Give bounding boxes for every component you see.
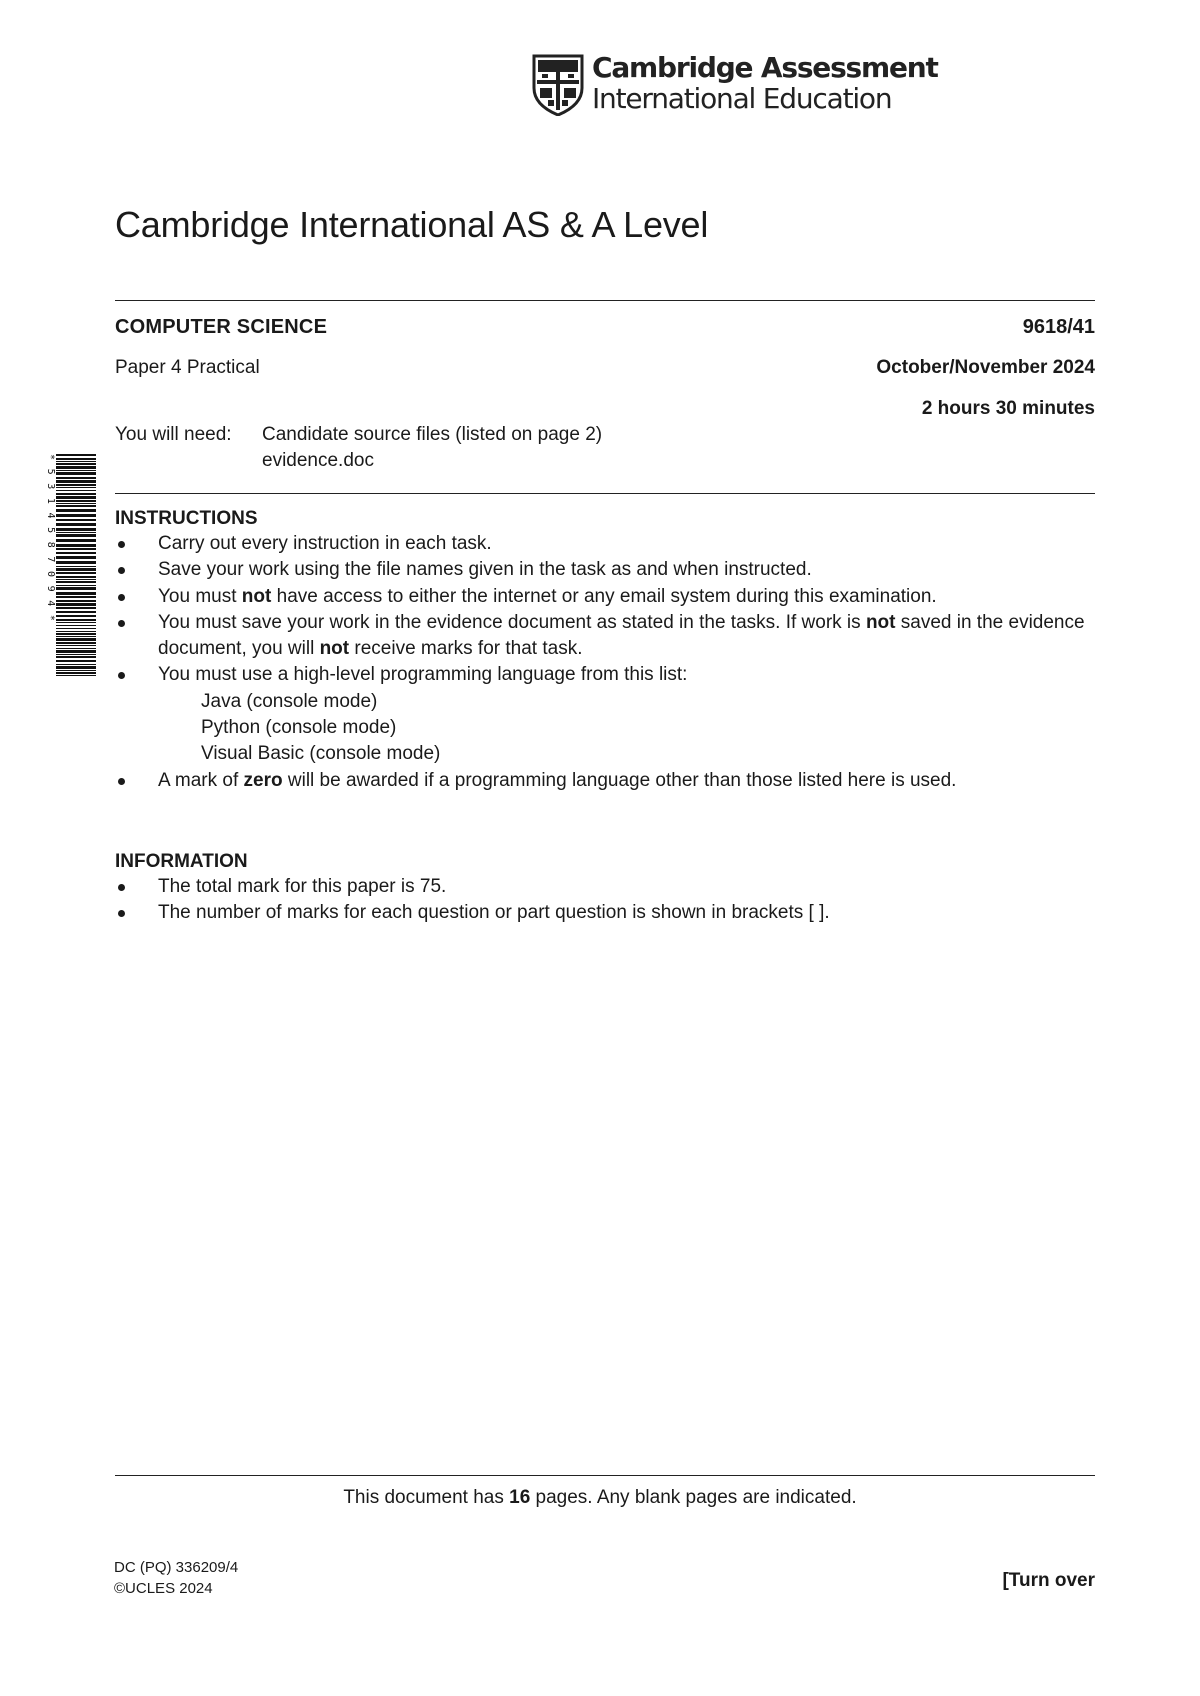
- barcode-bar: [56, 454, 96, 456]
- barcode-bar: [56, 670, 96, 671]
- barcode-bar: [56, 656, 96, 658]
- barcode-bar: [56, 603, 96, 606]
- list-item: Carry out every instruction in each task.: [158, 533, 492, 554]
- list-item: The total mark for this paper is 75.: [158, 876, 447, 897]
- barcode-bar: [56, 654, 96, 655]
- list-item: You must not have access to either the internet or any email system during this examination.: [158, 585, 937, 607]
- barcode-bar: [56, 514, 96, 517]
- barcode-bar: [56, 672, 96, 674]
- barcode-bar: [56, 503, 96, 504]
- barcode-bar: [56, 607, 96, 609]
- middle-divider: [115, 493, 1095, 494]
- turn-over-label: [Turn over: [1002, 1570, 1095, 1591]
- barcode-bar: [56, 470, 96, 471]
- barcode-bar: [56, 579, 96, 580]
- barcode-bar: [56, 572, 96, 574]
- barcode-bar: [56, 576, 96, 578]
- syllabus-code: 9618/41: [1022, 316, 1095, 338]
- barcode-bar: [56, 585, 96, 586]
- barcode-bar: [56, 596, 96, 598]
- barcode-bar: [56, 490, 96, 491]
- barcode-bar: [56, 552, 96, 554]
- bottom-divider: [115, 1475, 1095, 1476]
- barcode-bar: [56, 633, 96, 635]
- barcode-bar: [56, 622, 96, 623]
- list-item: Save your work using the file names given in the task as and when instructed.: [158, 559, 812, 581]
- information-list: [115, 874, 1095, 927]
- subject-name: COMPUTER SCIENCE: [115, 316, 328, 338]
- barcode-bar: [56, 619, 96, 621]
- barcode-bar: [56, 600, 96, 602]
- page-count-note: This document has 16 pages. Any blank pages are indicated.: [343, 1487, 857, 1508]
- barcode-bar: [56, 500, 96, 502]
- barcode-bar: [56, 487, 96, 488]
- logo-wordmark: [592, 52, 938, 114]
- barcode-bar: [56, 532, 96, 533]
- barcode-bar: [56, 611, 96, 613]
- barcode-bar: [56, 642, 96, 644]
- need-item-source-files: Candidate source files (listed on page 2): [262, 424, 603, 445]
- logo-line1: Cambridge Assessment: [592, 51, 938, 84]
- need-item-evidence-doc: evidence.doc: [262, 450, 374, 471]
- barcode-bar: [56, 519, 96, 521]
- barcode-bar: [56, 509, 96, 512]
- cambridge-shield-icon: [532, 54, 584, 116]
- barcode-bar: [56, 636, 96, 637]
- barcode-bar: [56, 638, 96, 641]
- information-heading: INFORMATION: [115, 851, 248, 872]
- barcode-bar: [56, 505, 96, 507]
- paper-name: Paper 4 Practical: [115, 357, 260, 378]
- barcode-bar: [56, 650, 96, 653]
- language-java: Java (console mode): [201, 690, 378, 712]
- list-item: A mark of zero will be awarded if a programming language other than those listed here is used.: [158, 769, 957, 791]
- barcode-bar: [56, 666, 96, 669]
- barcode-bar: [56, 461, 96, 462]
- barcode-bar: [56, 493, 96, 495]
- language-visual-basic: Visual Basic (console mode): [201, 743, 441, 765]
- barcode-bar: [56, 628, 96, 629]
- barcode-bar: [56, 660, 96, 662]
- instructions-list: [115, 531, 1095, 794]
- list-item: The number of marks for each question or part question is shown in brackets [ ].: [158, 902, 830, 924]
- need-label: You will need:: [115, 424, 232, 445]
- logo-line2: International Education: [592, 82, 892, 115]
- barcode-bar: [56, 664, 96, 665]
- barcode-bar: [56, 466, 96, 469]
- barcode-bar: [56, 615, 96, 617]
- barcode-bar: [56, 548, 96, 550]
- barcode-bar: [56, 645, 96, 646]
- qualification-title: Cambridge International AS & A Level: [115, 204, 709, 245]
- document-reference: [114, 1557, 238, 1599]
- barcode-bar: [56, 480, 96, 483]
- barcode-bar: [56, 631, 96, 632]
- barcode-bar: [56, 587, 96, 590]
- exam-session: October/November 2024: [876, 357, 1095, 378]
- candidate-barcode: [44, 452, 98, 682]
- barcode-bar: [56, 544, 96, 547]
- barcode-bar: [56, 561, 96, 564]
- top-divider: [115, 300, 1095, 301]
- barcode-bar: [56, 477, 96, 479]
- barcode-bar: [56, 463, 96, 465]
- barcode-bar: [56, 592, 96, 595]
- barcode-bar: [56, 568, 96, 571]
- reference-code: DC (PQ) 336209/4: [114, 1559, 239, 1576]
- barcode-bar: [56, 581, 96, 583]
- barcode-bar: [56, 496, 96, 499]
- barcode-bar: [56, 625, 96, 626]
- list-item: You must save your work in the evidence document as stated in the tasks. If work is not saved in the evidence document, you will not receive marks for that task.: [158, 611, 1085, 660]
- exam-duration: 2 hours 30 minutes: [921, 398, 1095, 419]
- barcode-bar: [56, 556, 96, 559]
- barcode-bar: [56, 523, 96, 526]
- barcode-digits: *5314587094*: [45, 454, 56, 630]
- barcode-bar: [56, 528, 96, 531]
- instructions-heading: INSTRUCTIONS: [115, 508, 258, 529]
- language-python: Python (console mode): [201, 717, 397, 739]
- barcode-bar: [56, 534, 96, 537]
- barcode-bar: [56, 458, 96, 460]
- barcode-bar: [56, 566, 96, 567]
- list-item: You must use a high-level programming language from this list: Java (console mode) Python (console mode) Visual Basic (console mode): [115, 662, 1095, 767]
- barcode-bar: [56, 675, 96, 676]
- copyright: ©UCLES 2024: [114, 1580, 213, 1597]
- barcode-bar: [56, 484, 96, 486]
- barcode-bar: [56, 472, 96, 475]
- barcode-bar: [56, 539, 96, 542]
- barcode-bar: [56, 648, 96, 649]
